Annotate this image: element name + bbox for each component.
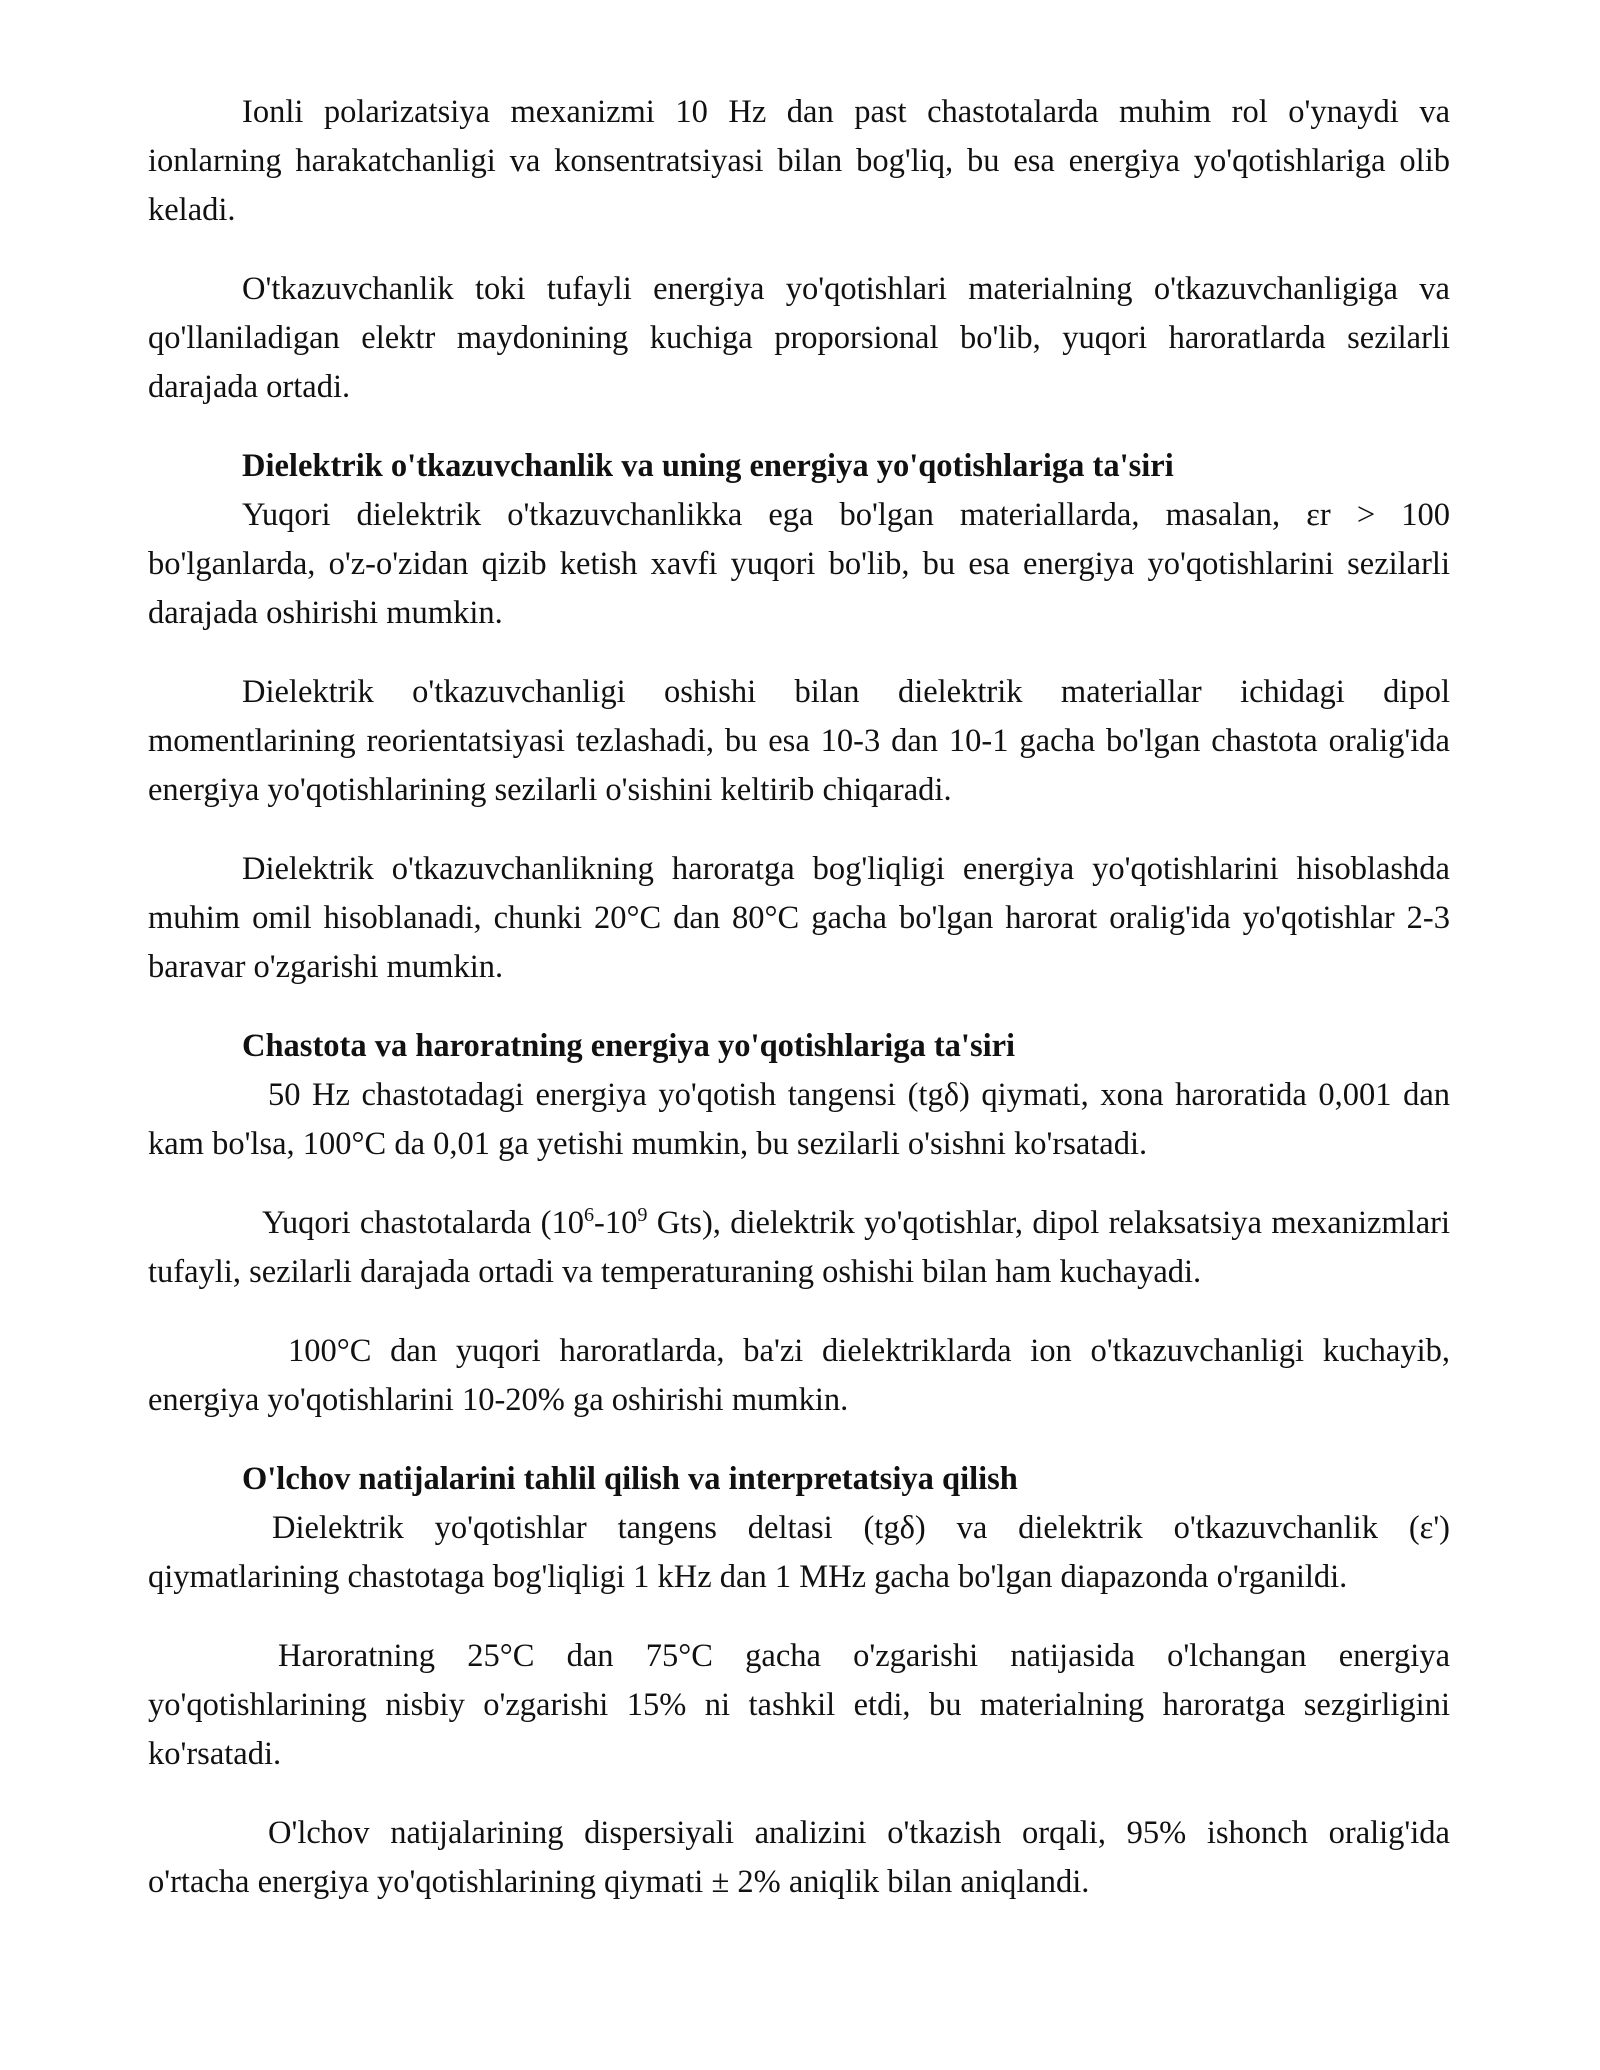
- paragraph-dipole-reorientation: Dielektrik o'tkazuvchanligi oshishi bilan dielektrik materiallar ichidagi dipol momentlarining reorientatsiyasi tezlashadi, bu esa 10-3 dan 10-1 gacha bo'lgan chastota oralig'ida energiya yo'qotishlarining sezilarli o'sishini keltirib chiqaradi.: [148, 674, 1450, 808]
- paragraph-high-frequencies: [148, 1199, 1450, 1297]
- paragraph-temperature-change: Haroratning 25°C dan 75°C gacha o'zgarishi natijasida o'lchangan energiya yo'qotishlarining nisbiy o'zgarishi 15% ni tashkil etdi, bu materialning haroratga sezgirligini ko'rsatadi.: [148, 1638, 1450, 1772]
- paragraph-frequency-study: Dielektrik yo'qotishlar tangens deltasi (tgδ) va dielektrik o'tkazuvchanlik (ε') qiymatlarining chastotaga bog'liqligi 1 kHz dan 1 MHz gacha bo'lgan diapazonda o'rganildi.: [148, 1510, 1450, 1595]
- heading-frequency-temperature: Chastota va haroratning energiya yo'qotishlariga ta'siri: [242, 1028, 1016, 1064]
- document-page: [148, 88, 1450, 1907]
- heading-dielectric-permittivity: Dielektrik o'tkazuvchanlik va uning energiya yo'qotishlariga ta'siri: [242, 448, 1174, 484]
- text-segment: Gts), dielektrik yo'qotishlar, dipol relaksatsiya mexanizmlari tufayli, sezilarli darajada ortadi va temperaturaning oshishi bilan ham kuchayadi.: [148, 1205, 1451, 1290]
- superscript: 9: [637, 1203, 648, 1226]
- paragraph-ion-conductivity: 100°C dan yuqori haroratlarda, ba'zi dielektriklarda ion o'tkazuvchanligi kuchayib, energiya yo'qotishlarini 10-20% ga oshirishi mumkin.: [148, 1333, 1450, 1418]
- text-segment: -10: [594, 1205, 638, 1241]
- paragraph-temperature-dependence: Dielektrik o'tkazuvchanlikning haroratga bog'liqligi energiya yo'qotishlarini hisoblashda muhim omil hisoblanadi, chunki 20°C dan 80°C gacha bo'lgan harorat oralig'ida yo'qotishlar 2-3 baravar o'zgarishi mumkin.: [148, 851, 1450, 985]
- paragraph-high-permittivity: Yuqori dielektrik o'tkazuvchanlikka ega bo'lgan materiallarda, masalan, εr > 100 bo'lganlarda, o'z-o'zidan qizib ketish xavfi yuqori bo'lib, bu esa energiya yo'qotishlarini sezilarli darajada oshirishi mumkin.: [148, 497, 1450, 631]
- paragraph-conduction-current: O'tkazuvchanlik toki tufayli energiya yo'qotishlari materialning o'tkazuvchanligiga va qo'llaniladigan elektr maydonining kuchiga proporsional bo'lib, yuqori haroratlarda sezilarli darajada ortadi.: [148, 271, 1450, 405]
- paragraph-ionic-polarization: Ionli polarizatsiya mexanizmi 10 Hz dan past chastotalarda muhim rol o'ynaydi va ionlarning harakatchanligi va konsentratsiyasi bilan bog'liq, bu esa energiya yo'qotishlariga olib keladi.: [148, 94, 1450, 228]
- heading-measurement-analysis: O'lchov natijalarini tahlil qilish va interpretatsiya qilish: [242, 1461, 1018, 1497]
- text-segment: Yuqori chastotalarda (10: [262, 1205, 584, 1241]
- paragraph-dispersion-analysis: O'lchov natijalarining dispersiyali analizini o'tkazish orqali, 95% ishonch oralig'ida o'rtacha energiya yo'qotishlarining qiymati ± 2% aniqlik bilan aniqlandi.: [148, 1815, 1450, 1900]
- superscript: 6: [583, 1203, 595, 1226]
- paragraph-loss-tangent-50hz: 50 Hz chastotadagi energiya yo'qotish tangensi (tgδ) qiymati, xona haroratida 0,001 dan kam bo'lsa, 100°C da 0,01 ga yetishi mumkin, bu sezilarli o'sishni ko'rsatadi.: [148, 1077, 1450, 1162]
